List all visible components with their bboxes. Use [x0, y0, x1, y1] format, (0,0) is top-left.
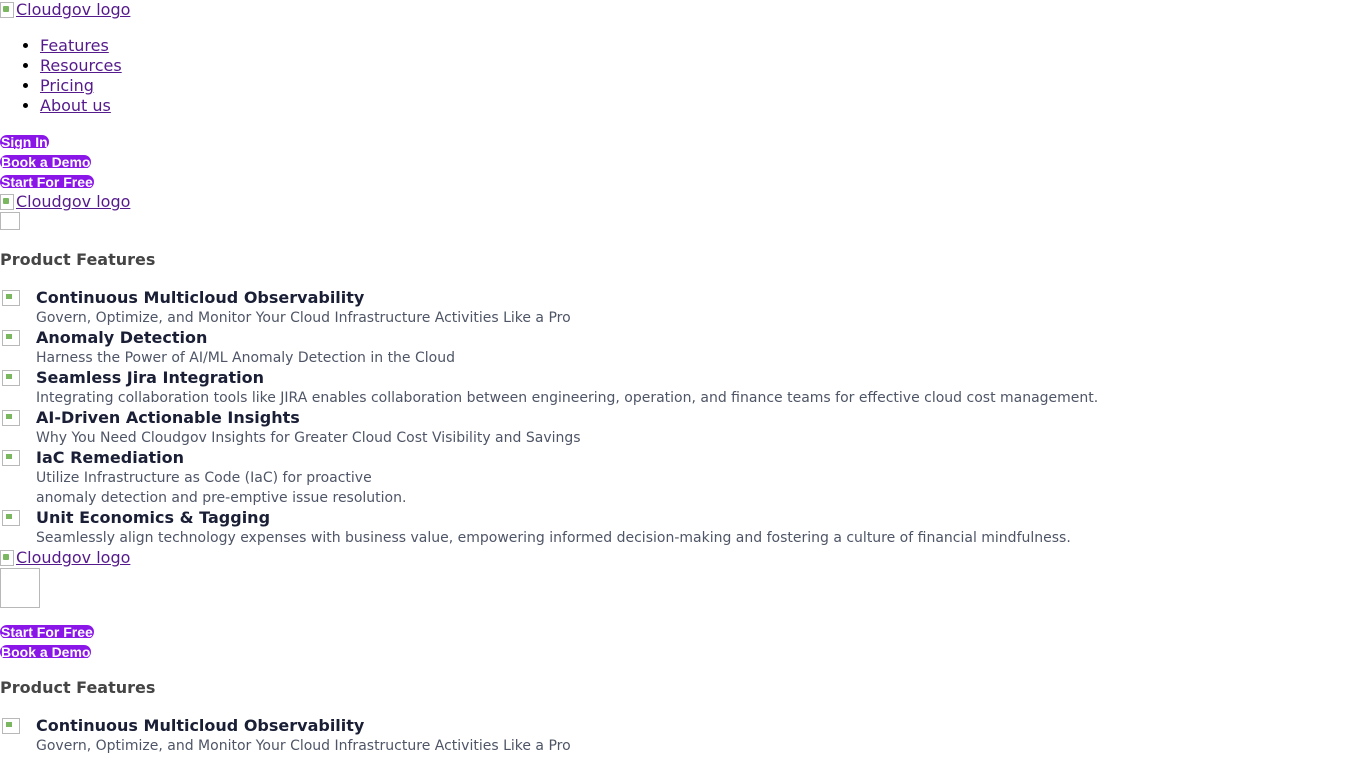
- broken-image-icon: [0, 550, 14, 566]
- broken-image-icon: [0, 2, 14, 18]
- anomaly-icon: [2, 330, 20, 346]
- mobile-book-demo-button[interactable]: Book a Demo: [1, 644, 91, 660]
- hamburger-menu-icon[interactable]: [0, 568, 40, 608]
- feature-list: [0, 288, 1352, 548]
- mobile-logo-link[interactable]: [0, 548, 1352, 568]
- feature-title: Unit Economics & Tagging: [36, 508, 271, 527]
- feature-desc: Govern, Optimize, and Monitor Your Cloud Infrastructure Activities Like a Pro: [36, 310, 571, 326]
- menu-logo-link[interactable]: [0, 192, 1352, 212]
- nav-link-about[interactable]: About us: [40, 96, 111, 115]
- logo-alt-text: Cloudgov logo: [16, 192, 131, 211]
- feature-title: AI-Driven Actionable Insights: [36, 408, 300, 427]
- observability-icon: [2, 290, 20, 306]
- logo-alt-text: Cloudgov logo: [16, 548, 131, 567]
- jira-icon: [2, 370, 20, 386]
- nav-link-pricing[interactable]: Pricing: [40, 76, 94, 95]
- feature-title: IaC Remediation: [36, 448, 185, 467]
- feature-desc: Harness the Power of AI/ML Anomaly Detection in the Cloud: [36, 350, 455, 366]
- nav-item-features: [40, 36, 1352, 56]
- mobile-product-features-heading: Product Features: [0, 678, 156, 697]
- feature-item[interactable]: [0, 448, 1352, 508]
- sign-in-button[interactable]: Sign In: [1, 134, 48, 150]
- main-nav: [0, 36, 1352, 116]
- feature-item[interactable]: [0, 408, 1352, 448]
- feature-item[interactable]: [0, 716, 1352, 756]
- nav-item-resources: [40, 56, 1352, 76]
- feature-item[interactable]: [0, 508, 1352, 548]
- insights-icon: [2, 410, 20, 426]
- feature-item[interactable]: [0, 288, 1352, 328]
- feature-title: Continuous Multicloud Observability: [36, 716, 365, 735]
- logo-alt-text: Cloudgov logo: [16, 0, 131, 19]
- feature-title: Continuous Multicloud Observability: [36, 288, 365, 307]
- feature-item[interactable]: [0, 368, 1352, 408]
- iac-icon: [2, 450, 20, 466]
- nav-link-features[interactable]: Features: [40, 36, 109, 55]
- mobile-start-free-button[interactable]: Start For Free: [1, 624, 93, 640]
- header-logo-link[interactable]: [0, 0, 1352, 20]
- observability-icon: [2, 718, 20, 734]
- feature-item[interactable]: [0, 328, 1352, 368]
- feature-desc: Why You Need Cloudgov Insights for Greater Cloud Cost Visibility and Savings: [36, 430, 581, 446]
- feature-desc: Govern, Optimize, and Monitor Your Cloud Infrastructure Activities Like a Pro: [36, 738, 571, 754]
- product-features-heading: Product Features: [0, 250, 156, 269]
- feature-title: Seamless Jira Integration: [36, 368, 264, 387]
- nav-item-about: [40, 96, 1352, 116]
- broken-image-icon: [0, 194, 14, 210]
- feature-title: Anomaly Detection: [36, 328, 208, 347]
- nav-item-pricing: [40, 76, 1352, 96]
- feature-desc: Seamlessly align technology expenses with business value, empowering informed decision-making and fostering a culture of financial mindfulness.: [36, 530, 1071, 546]
- start-free-button[interactable]: Start For Free: [1, 174, 93, 190]
- tagging-icon: [2, 510, 20, 526]
- book-demo-button[interactable]: Book a Demo: [1, 154, 91, 170]
- close-menu-icon[interactable]: [0, 212, 20, 230]
- feature-desc: Utilize Infrastructure as Code (IaC) for proactive anomaly detection and pre-emptive issue resolution.: [36, 470, 407, 506]
- feature-desc: Integrating collaboration tools like JIRA enables collaboration between engineering, operation, and finance teams for effective cloud cost management.: [36, 390, 1099, 406]
- nav-link-resources[interactable]: Resources: [40, 56, 122, 75]
- mobile-feature-list: [0, 716, 1352, 756]
